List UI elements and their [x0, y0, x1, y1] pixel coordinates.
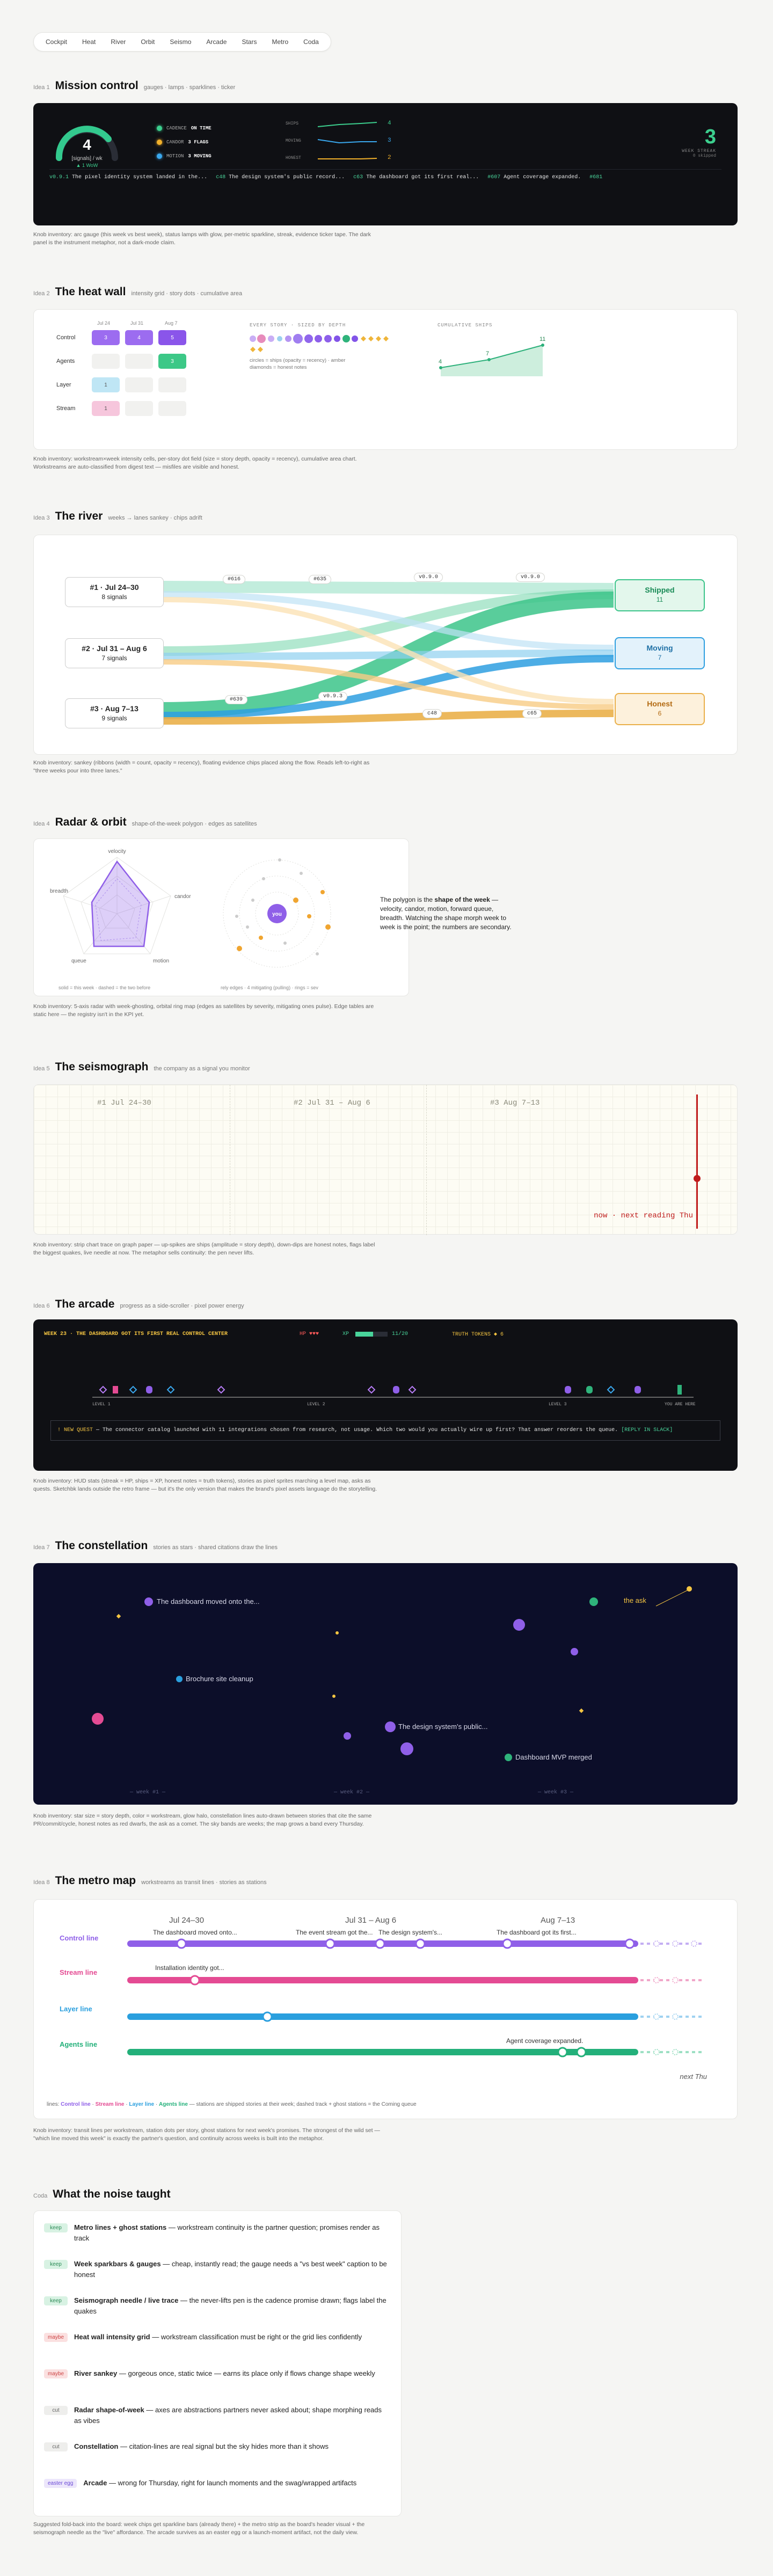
section-head-mission: [33, 79, 235, 92]
sprite-row: [92, 1383, 694, 1397]
streak: [682, 126, 716, 158]
dots-title: EVERY STORY · SIZED BY DEPTH: [250, 323, 346, 328]
section-note: Knob inventory: transit lines per workstream, station dots per story, ghost stations for next week's promises. The strongest of the wild set — "which line moved this week" is exactly the partner's question, and continuity across weeks is built into the metaphor.: [33, 2127, 380, 2142]
star-label[interactable]: Dashboard MVP merged: [515, 1753, 592, 1761]
evidence-chip[interactable]: c65: [522, 709, 542, 718]
you-are-here-label: YOU ARE HERE: [665, 1402, 696, 1407]
metro-week-label: Jul 24–30: [169, 1916, 205, 1925]
lamp-value: 3 FLAGS: [188, 140, 209, 145]
coda-text: Week sparkbars & gauges — cheap, instantly read; the gauge needs a "vs best week" caption to be honest: [74, 2260, 387, 2279]
cum-label: 4: [439, 359, 442, 365]
section-title: The metro map: [55, 1874, 136, 1887]
section-title: The arcade: [55, 1298, 115, 1310]
orbit-map: [215, 846, 339, 981]
ticker-item[interactable]: #681: [589, 174, 603, 180]
cum-label: 11: [539, 336, 546, 342]
heat-cell[interactable]: 4: [125, 330, 153, 345]
verdict-badge: maybe: [44, 2369, 68, 2378]
metro-week-label: Jul 31 – Aug 6: [345, 1916, 397, 1925]
level-label: LEVEL 2: [307, 1402, 325, 1407]
verdict-badge: cut: [44, 2442, 68, 2451]
radar-legend: solid = this week · dashed = the two before: [59, 985, 151, 990]
radar-axis-label: candor: [174, 894, 191, 900]
live-needle: [696, 1094, 698, 1229]
coda-text: Arcade — wrong for Thursday, right for launch moments and the swag/wrapped artifacts: [83, 2479, 357, 2487]
metro-line-label: Layer line: [60, 2005, 92, 2013]
radar-axis-label: motion: [153, 958, 170, 964]
spark-value: 4: [388, 120, 391, 127]
verdict-badge: cut: [44, 2406, 68, 2415]
section-number: Idea 2: [33, 290, 50, 297]
river-panel: [33, 535, 738, 755]
verdict-badge: easter egg: [44, 2479, 77, 2488]
spark-label: MOVING: [286, 138, 301, 143]
evidence-chip[interactable]: #616: [223, 575, 245, 584]
needle-tip: [694, 1175, 701, 1182]
heat-col-label: Jul 31: [130, 320, 144, 326]
section-subtitle: stories as stars · shared citations draw the lines: [153, 1544, 278, 1551]
heat-row-label: Layer: [56, 382, 71, 388]
section-note: Knob inventory: arc gauge (this week vs best week), status lamps with glow, per-metric sparkline, streak, evidence ticker tape. The dark panel is the instrument metaphor, not a dark-mode claim.: [33, 231, 371, 246]
verdict-badge: keep: [44, 2296, 68, 2305]
section-number: Idea 6: [33, 1303, 50, 1309]
evidence-chip[interactable]: #639: [225, 695, 247, 704]
section-note: Knob inventory: workstream×week intensity cells, per-story dot field (size = story depth, opacity = recency), cumulative area chart. Workstreams are auto-classified from digest text — misfiles are visible and honest.: [33, 456, 357, 470]
section-number: Idea 7: [33, 1544, 50, 1551]
spark-ships: [286, 118, 425, 135]
arcade-panel: [33, 1319, 738, 1471]
week-band-label: — week #2 —: [334, 1790, 370, 1796]
metro-line-label: Stream line: [60, 1968, 98, 1976]
nav-coda[interactable]: Coda: [303, 38, 319, 46]
section-subtitle: progress as a side-scroller · pixel power energy: [120, 1303, 244, 1309]
cum-label: 7: [486, 351, 490, 357]
section-subtitle: the company as a signal you monitor: [154, 1066, 250, 1072]
heat-cell[interactable]: 3: [92, 330, 120, 345]
metro-legend: lines: Control line · Stream line · Layer line · Agents line — stations are shipped stories at their week; dashed track + ghost stations = the Coming queue: [47, 2101, 417, 2107]
heat-cell[interactable]: [158, 401, 186, 416]
station-label: The dashboard moved onto...: [153, 1929, 237, 1936]
arcade-banner: WEEK 23 · THE DASHBOARD GOT ITS FIRST REAL CONTROL CENTER: [44, 1331, 228, 1337]
coda-text: Metro lines + ghost stations — workstream continuity is the partner question; promises render as track: [74, 2223, 380, 2242]
section-note: Knob inventory: star size = story depth, color = workstream, glow halo, constellation lines auto-drawn between stories that cite the same PR/commit/cycle, honest notes as red dwarfs, the ask as a comet. The sky bands are weeks; the map grows a band every Thursday.: [33, 1813, 372, 1827]
heat-cell[interactable]: 1: [92, 401, 120, 416]
coda-panel: [33, 2210, 402, 2516]
section-number: Idea 4: [33, 821, 50, 827]
cumulative-area-chart: [435, 330, 559, 378]
status-lamps: [157, 121, 212, 163]
lamp-candor: [157, 135, 212, 149]
lamp-label: CADENCE: [166, 126, 187, 131]
heat-row-label: Stream: [56, 405, 76, 412]
seismo-week-label: #3 Aug 7–13: [490, 1099, 540, 1107]
mission-control-panel: [33, 103, 738, 225]
dots-legend: circles = ships (opacity = recency) · amber diamonds = honest notes: [250, 357, 346, 370]
section-number: Idea 1: [33, 84, 50, 91]
week-node-2[interactable]: #2 · Jul 31 – Aug 6 7 signals: [65, 638, 164, 668]
heat-cell[interactable]: [92, 354, 120, 369]
radar-axis-label: breadth: [50, 888, 68, 894]
radar-axis-label: queue: [71, 958, 86, 964]
xp-bar: [355, 1332, 388, 1337]
ticker-item[interactable]: v0.9.1 The pixel identity system landed in the...: [49, 174, 208, 180]
section-title: The heat wall: [55, 286, 126, 298]
lane-honest[interactable]: Honest 6: [615, 693, 705, 725]
star-label[interactable]: The dashboard moved onto the...: [157, 1597, 260, 1606]
star-label[interactable]: The design system's public...: [398, 1723, 488, 1731]
xp-label: XP: [342, 1331, 349, 1337]
station-label: The event stream got the...: [296, 1929, 373, 1936]
week-band: [230, 1085, 427, 1235]
heat-cell[interactable]: [125, 377, 153, 392]
nav-orbit[interactable]: Orbit: [141, 38, 155, 46]
evidence-ticker: [49, 169, 721, 185]
heat-cell[interactable]: [125, 354, 153, 369]
metro-week-label: Aug 7–13: [541, 1916, 575, 1925]
cum-title: CUMULATIVE SHIPS: [437, 323, 493, 328]
coda-row: [44, 2295, 388, 2317]
lamp-dot: [157, 126, 162, 131]
lane-moving[interactable]: Moving 7: [615, 637, 705, 669]
section-note: Knob inventory: sankey (ribbons (width = count, opacity = recency), floating evidence chips placed along the flow. Reads left-to-right as "three weeks pour into three lanes.": [33, 760, 370, 774]
nav-arcade[interactable]: Arcade: [206, 38, 227, 46]
section-title: The seismograph: [55, 1061, 149, 1073]
lamp-dot: [157, 154, 162, 159]
coda-row: [44, 2259, 388, 2280]
week-band: [34, 1085, 230, 1235]
section-subtitle: gauges · lamps · sparklines · ticker: [143, 84, 236, 91]
lamp-motion: [157, 149, 212, 163]
verdict-badge: keep: [44, 2260, 68, 2269]
section-subtitle: weeks → lanes sankey · chips adrift: [108, 515, 202, 521]
coda-text: River sankey — gorgeous once, static twice — earns its place only if flows change shape weekly: [74, 2369, 375, 2377]
section-title: What the noise taught: [53, 2188, 171, 2200]
spark-honest: [286, 152, 425, 170]
week-band-label: — week #1 —: [130, 1790, 166, 1796]
section-head-radar: [33, 816, 257, 829]
seismograph-panel: [33, 1084, 738, 1235]
spark-line: [318, 135, 377, 148]
nav-metro[interactable]: Metro: [272, 38, 289, 46]
top-nav: [33, 32, 331, 52]
hp-stat: HP ♥♥♥: [300, 1331, 319, 1337]
section-head-metro: [33, 1874, 267, 1887]
section-title: Radar & orbit: [55, 816, 127, 828]
constellation-panel: [33, 1563, 738, 1805]
lamp-label: CANDOR: [166, 140, 184, 145]
coda-text: Radar shape-of-week — axes are abstractions partners never asked about; shape morphing reads as vibes: [74, 2406, 382, 2425]
section-number: Idea 5: [33, 1066, 50, 1072]
metro-panel: [33, 1899, 738, 2119]
section-head-constellation: [33, 1539, 278, 1552]
section-head-river: [33, 510, 202, 523]
radar-orbit-panel: [33, 838, 409, 996]
heat-cell[interactable]: 5: [158, 330, 186, 345]
lamp-dot: [157, 140, 162, 145]
level-ground: [92, 1397, 694, 1398]
radar-explainer: The polygon is the shape of the week — velocity, candor, motion, forward queue, breadth. Watching the shape morph week to week is the point; the numbers are secondary.: [380, 896, 512, 931]
evidence-chip[interactable]: v0.9.0: [414, 573, 443, 582]
nav-river[interactable]: River: [111, 38, 126, 46]
radar-chart: [50, 846, 191, 981]
story-dot-field: [249, 331, 410, 355]
star-label[interactable]: Brochure site cleanup: [186, 1675, 253, 1683]
orbit-legend: rely edges · 4 mitigating (pulling) · rings = sev: [221, 985, 318, 990]
spark-line: [318, 152, 377, 165]
section-note: Knob inventory: strip chart trace on graph paper — up-spikes are ships (amplitude = story depth), down-dips are honest notes, flags label the biggest quakes, live needle at now. The metaphor sells continuity: the pen never lifts.: [33, 1242, 375, 1256]
section-subtitle: workstreams as transit lines · stories as stations: [141, 1879, 267, 1886]
coda-row: [44, 2405, 388, 2426]
coda-row: [44, 2222, 388, 2244]
week-node-3[interactable]: #3 · Aug 7–13 9 signals: [65, 698, 164, 728]
reply-in-slack-link[interactable]: [REPLY IN SLACK]: [621, 1427, 673, 1433]
quest-box[interactable]: ! NEW QUEST — The connector catalog launched with 11 integrations chosen from research, not usage. Which two would you actually wire up first? That answer reorders the queue. [REPLY IN SLACK]: [50, 1420, 720, 1441]
metro-line-label: Control line: [60, 1934, 99, 1942]
ticker-item[interactable]: c48 The design system's public record...: [216, 174, 345, 180]
seismo-now-label: now · next reading Thu: [594, 1212, 693, 1220]
nav-heat[interactable]: Heat: [82, 38, 96, 46]
heat-row-label: Control: [56, 334, 76, 341]
nav-cockpit[interactable]: Cockpit: [46, 38, 68, 46]
section-note: Knob inventory: 5-axis radar with week-ghosting, orbital ring map (edges as satellites by severity, mitigating ones pulse). Edge tables are static here — the registry isn't in the KPI yet.: [33, 1003, 374, 1018]
heat-wall-panel: [33, 309, 738, 450]
next-thursday-label: next Thu: [680, 2073, 707, 2081]
section-head-arcade: [33, 1298, 244, 1311]
coda-row: [44, 2368, 388, 2379]
section-title: The constellation: [55, 1539, 148, 1552]
section-subtitle: shape-of-the-week polygon · edges as satellites: [132, 821, 257, 827]
metro-line-label: Agents line: [60, 2040, 98, 2048]
metro-tracks: [34, 1900, 738, 2120]
section-note: Suggested fold-back into the board: week chips get sparkline bars (already there) + the metro strip as the board's header visual + the seismograph needle as the "live" affordance. The arcade survives as an easter egg or a launch-moment artifact, not the daily view.: [33, 2521, 365, 2536]
heat-cell[interactable]: 3: [158, 354, 186, 369]
radar-axis-label: velocity: [108, 849, 126, 855]
comet-ask-label[interactable]: the ask: [624, 1596, 646, 1604]
heat-col-label: Jul 24: [97, 320, 111, 326]
evidence-chip[interactable]: v0.9.0: [516, 573, 545, 582]
spark-line: [318, 118, 377, 131]
coda-text: Constellation — citation-lines are real signal but the sky hides more than it shows: [74, 2442, 329, 2450]
section-head-heat: [33, 286, 242, 298]
seismo-week-label: #2 Jul 31 – Aug 6: [294, 1099, 370, 1107]
level-label: LEVEL 3: [549, 1402, 567, 1407]
lamp-label: MOTION: [166, 154, 184, 159]
spark-value: 3: [388, 137, 391, 144]
nav-stars[interactable]: Stars: [242, 38, 257, 46]
week-band-label: — week #3 —: [538, 1790, 574, 1796]
coda-row: [44, 2441, 388, 2452]
spark-moving: [286, 135, 425, 152]
section-subtitle: intensity grid · story dots · cumulative area: [131, 290, 243, 297]
section-number: Idea 8: [33, 1879, 50, 1886]
evidence-chip[interactable]: v0.9.3: [318, 692, 347, 701]
evidence-chip[interactable]: c48: [422, 709, 442, 718]
ticker-item[interactable]: c63 The dashboard got its first real...: [353, 174, 479, 180]
ticker-item[interactable]: #607 Agent coverage expanded.: [487, 174, 581, 180]
station-label: Agent coverage expanded.: [506, 2037, 584, 2045]
section-head-seismo: [33, 1061, 250, 1074]
section-number: Coda: [33, 2193, 48, 2199]
streak-label: WEEK STREAK: [682, 149, 716, 154]
lamp-value: ON TIME: [191, 126, 212, 131]
coda-row: [44, 2478, 388, 2489]
heat-cell[interactable]: [125, 401, 153, 416]
section-head-coda: [33, 2188, 171, 2201]
station-label: The design system's...: [378, 1929, 443, 1936]
station-label: The dashboard got its first...: [497, 1929, 577, 1936]
level-label: LEVEL 1: [92, 1402, 111, 1407]
spark-label: HONEST: [286, 156, 301, 160]
verdict-badge: maybe: [44, 2333, 68, 2342]
week-node-1[interactable]: #1 · Jul 24–30 8 signals: [65, 577, 164, 607]
station-label: Installation identity got...: [155, 1964, 224, 1972]
gauge-delta: ▲ 1 WoW: [76, 163, 98, 168]
heat-cell[interactable]: 1: [92, 377, 120, 392]
heat-row-label: Agents: [56, 358, 75, 364]
coda-row: [44, 2332, 388, 2343]
spark-label: SHIPS: [286, 121, 299, 126]
sparklines: [286, 118, 425, 170]
heat-col-label: Aug 7: [165, 320, 178, 326]
lamp-cadence: [157, 121, 212, 135]
truth-tokens: TRUTH TOKENS ◆ 6: [452, 1332, 504, 1338]
section-number: Idea 3: [33, 515, 50, 521]
evidence-chip[interactable]: #635: [309, 575, 331, 584]
coda-text: Seismograph needle / live trace — the never-lifts pen is the cadence promise drawn; flags label the quakes: [74, 2296, 386, 2315]
verdict-badge: keep: [44, 2223, 68, 2232]
nav-seismo[interactable]: Seismo: [170, 38, 192, 46]
gauge-value: 4: [83, 136, 91, 153]
section-title: Mission control: [55, 79, 138, 92]
streak-sub: 0 skipped: [692, 154, 716, 158]
section-title: The river: [55, 510, 103, 522]
seismo-week-label: #1 Jul 24–30: [97, 1099, 151, 1107]
gauge-unit: [signals] / wk: [71, 156, 103, 162]
lane-shipped[interactable]: Shipped 11: [615, 579, 705, 611]
streak-value: 3: [704, 126, 716, 148]
coda-text: Heat wall intensity grid — workstream classification must be right or the grid lies confidently: [74, 2333, 362, 2341]
spark-value: 2: [388, 155, 391, 161]
section-note: Knob inventory: HUD stats (streak = HP, ships = XP, honest notes = truth tokens), stories as pixel sprites marching a level map, asks as quests. Sketchbk lands outside the retro frame — but it's the only version that makes the brand's pixel assets language do the storytelling.: [33, 1478, 377, 1492]
heat-cell[interactable]: [158, 377, 186, 392]
orbit-center-label: you: [272, 911, 282, 917]
lamp-value: 3 MOVING: [188, 154, 212, 159]
xp-value: 11/20: [392, 1331, 409, 1337]
